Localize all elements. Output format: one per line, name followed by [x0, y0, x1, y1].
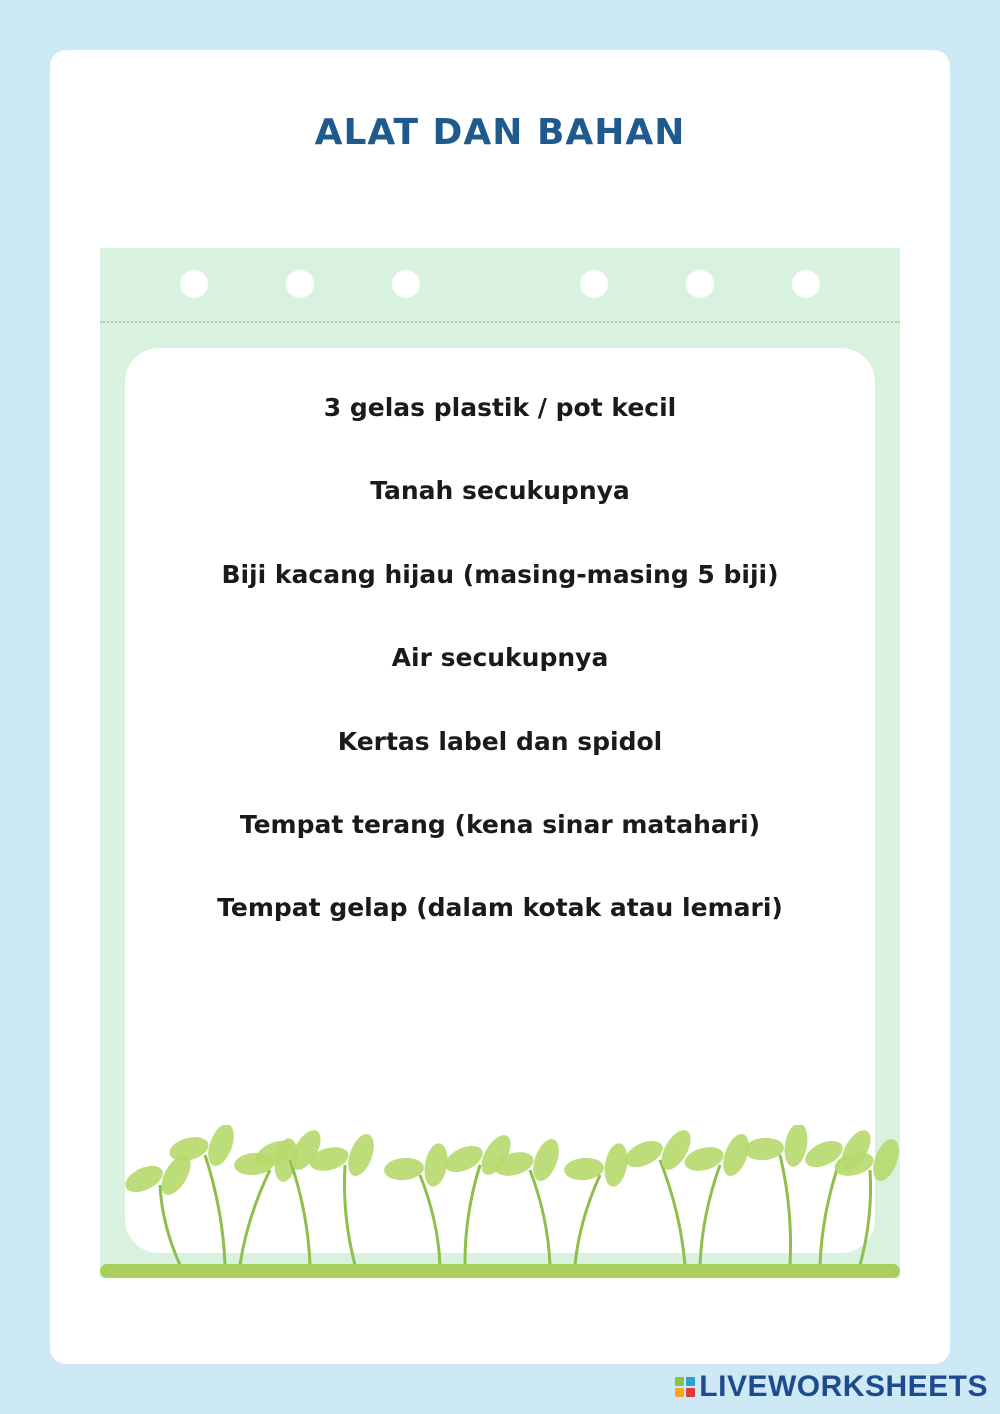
sprout-leaf [743, 1136, 785, 1161]
sprout-stem [820, 1160, 840, 1265]
binder-hole [180, 270, 208, 298]
binder-hole [686, 270, 714, 298]
sprout-stem [575, 1175, 600, 1265]
binder-hole [580, 270, 608, 298]
binder-hole [392, 270, 420, 298]
sprout-leaf [441, 1141, 487, 1178]
sprout-stem [465, 1165, 480, 1265]
list-item: Biji kacang hijau (masing-masing 5 biji) [221, 559, 779, 589]
page-title: ALAT DAN BAHAN [314, 112, 686, 153]
sprout-stem [780, 1155, 791, 1265]
perforation-line [100, 321, 900, 323]
binder-hole [792, 270, 820, 298]
brand-logo [675, 1370, 988, 1404]
sprout-stem [530, 1170, 550, 1265]
sprout-stem [860, 1170, 871, 1265]
list-item: Air secukupnya [391, 643, 609, 673]
sprout-stem [290, 1160, 310, 1265]
materials-list [100, 386, 900, 970]
sprout-stem [240, 1170, 270, 1265]
binder-hole [286, 270, 314, 298]
soil-strip [100, 1264, 900, 1278]
list-item: Tempat terang (kena sinar matahari) [239, 809, 761, 839]
list-item: Kertas label dan spidol [337, 726, 663, 756]
list-item: 3 gelas plastik / pot kecil [323, 393, 677, 422]
sprout-stem [420, 1175, 440, 1265]
sprout-stem [344, 1165, 355, 1265]
sprout-stem [700, 1165, 720, 1265]
sprout-leaf [383, 1156, 425, 1181]
sprout-leaf [167, 1133, 211, 1165]
sprout-leaf [621, 1136, 667, 1173]
sprout-stem [205, 1155, 225, 1265]
sprouts-illustration [100, 1125, 900, 1285]
brand-name: LIVEWORKSHEETS [699, 1370, 988, 1403]
sprout-stem [160, 1185, 180, 1265]
liveworksheets-logo-icon [675, 1377, 695, 1397]
list-item: Tanah secukupnya [370, 476, 630, 506]
sprout-leaf [601, 1141, 630, 1188]
sprout-stem [660, 1160, 685, 1265]
list-item: Tempat gelap (dalam kotak atau lemari) [217, 893, 783, 923]
